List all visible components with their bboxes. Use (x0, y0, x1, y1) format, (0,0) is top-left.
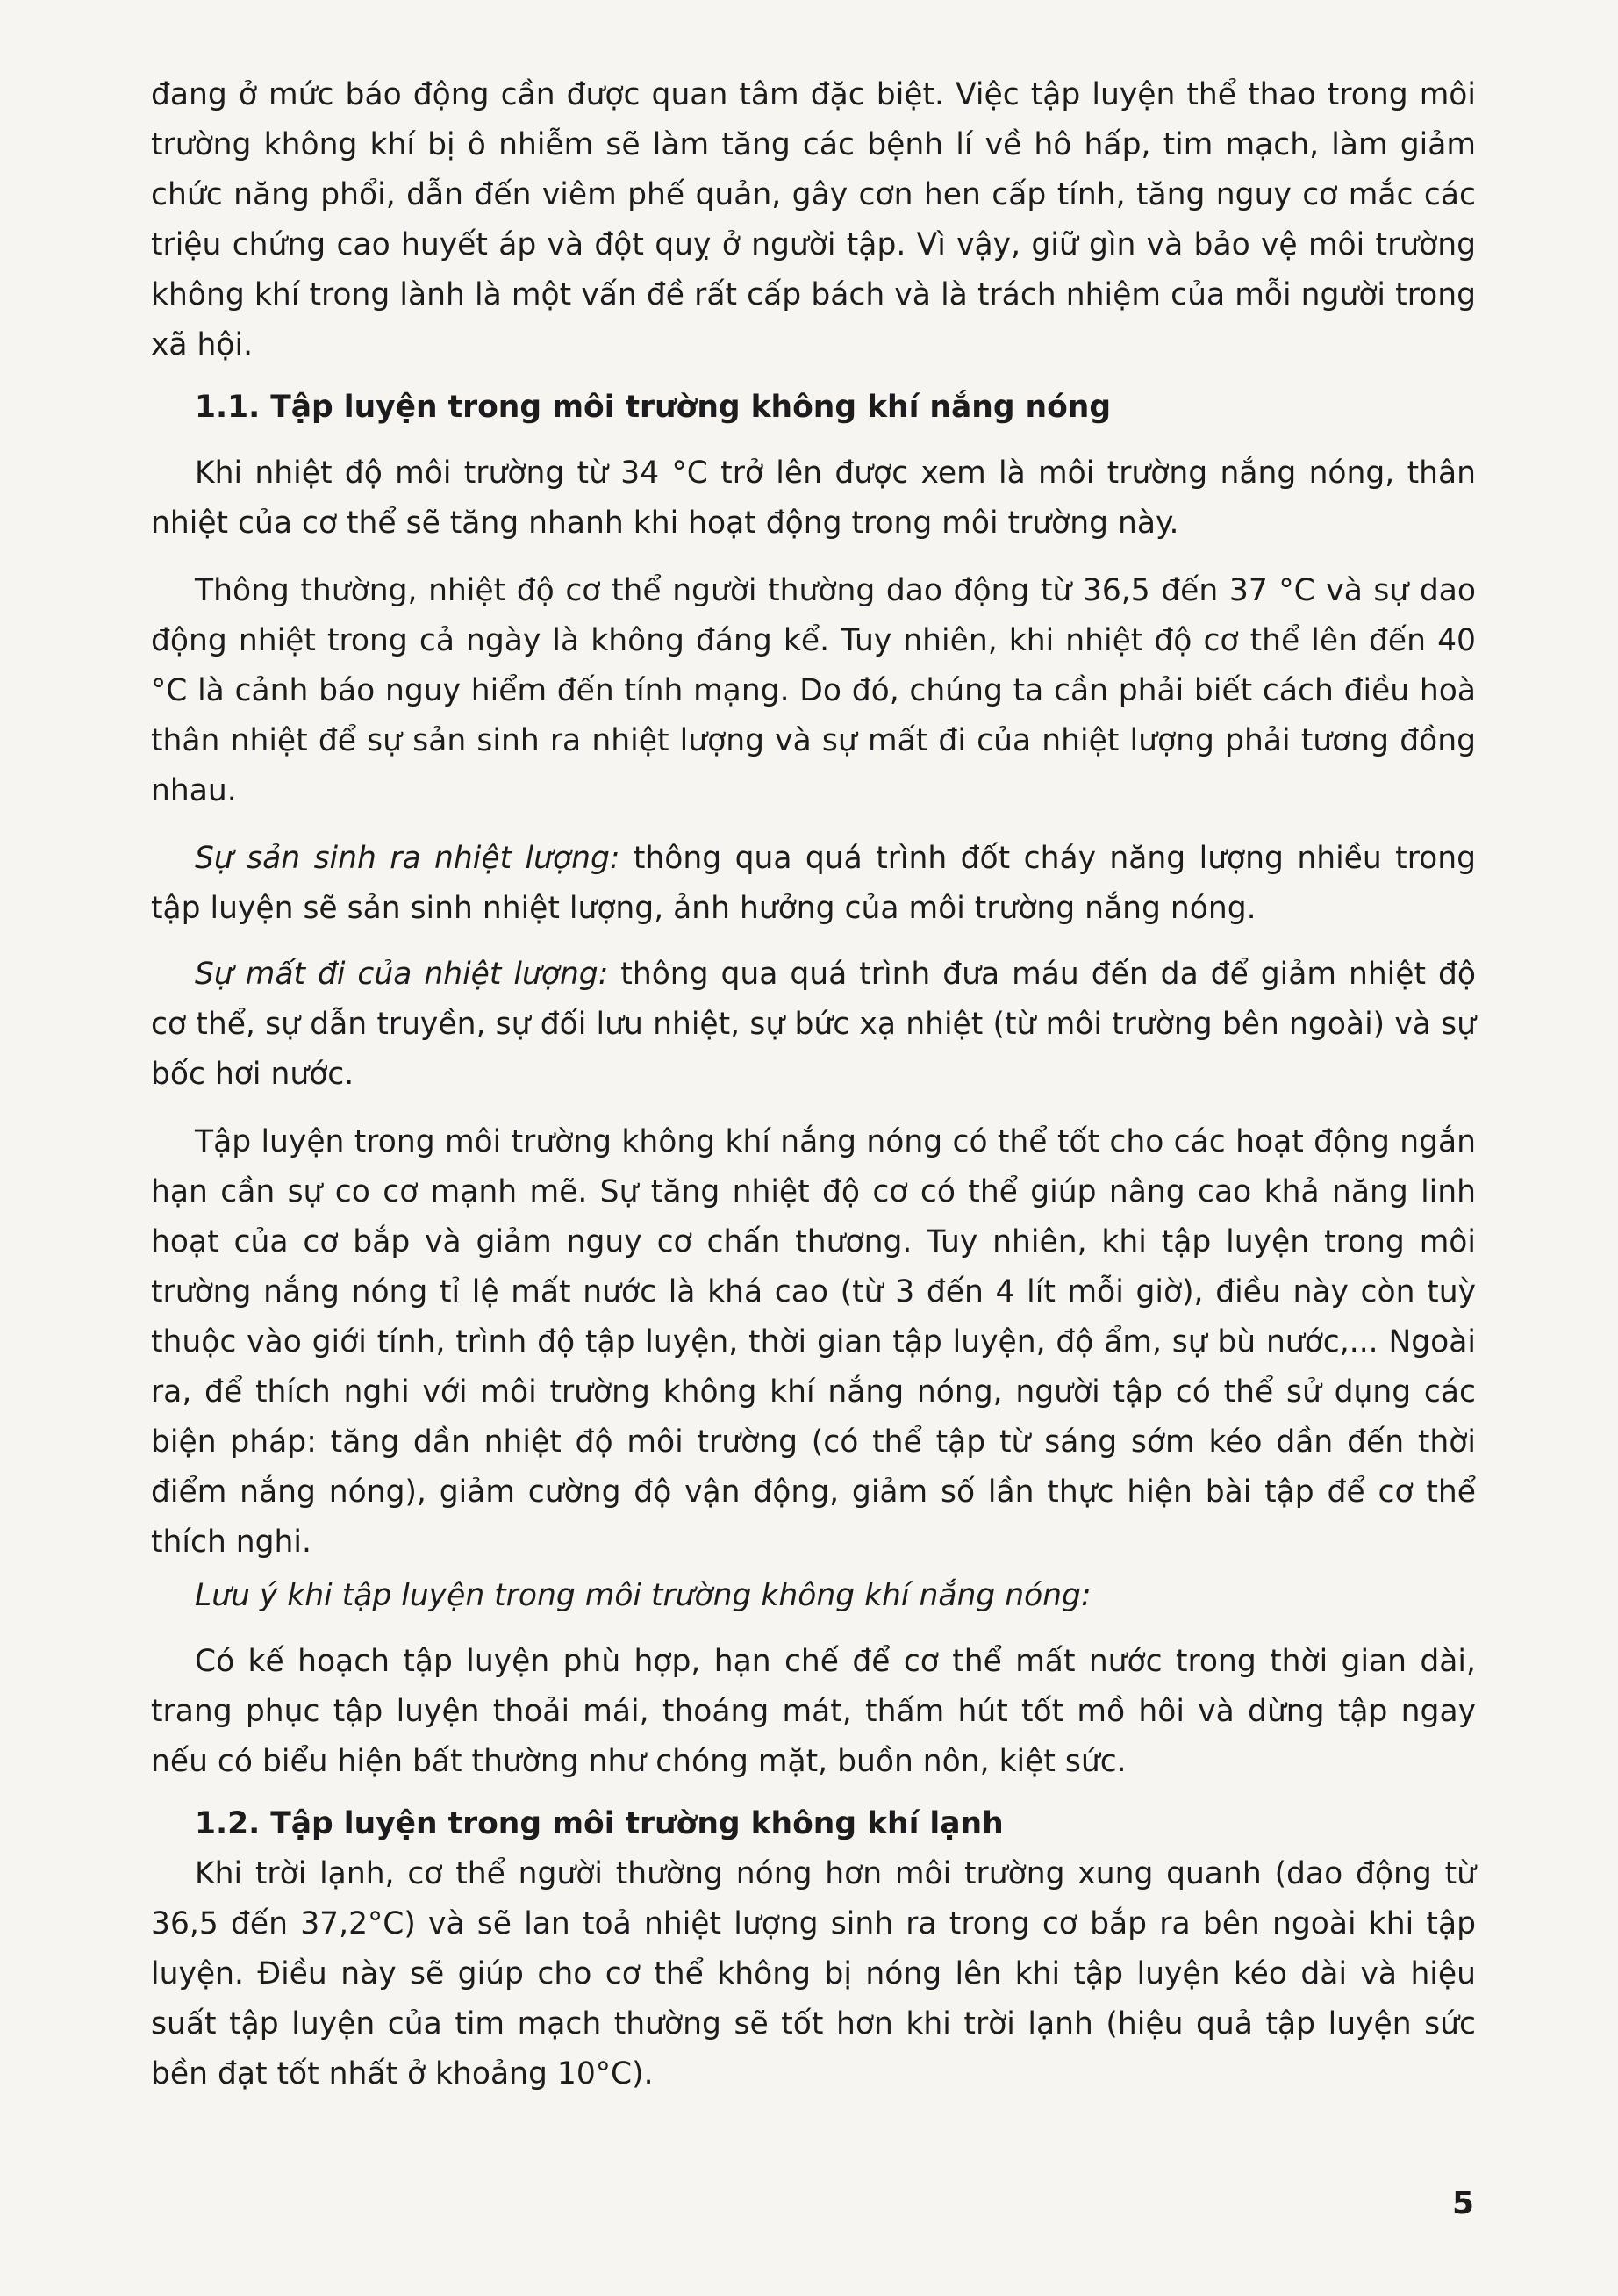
paragraph-cold-training: Khi trời lạnh, cơ thể người thường nóng hơn môi trường xung quanh (dao động từ 36,5 đến 37,2°C) và sẽ lan toả nhiệt lượng sinh ra trong cơ bắp ra bên ngoài khi tập luyện. Điều này sẽ giúp cho cơ thể không bị nóng lên khi tập luyện kéo dài và hiệu suất tập luyện của tim mạch thường sẽ tốt hơn khi trời lạnh (hiệu quả tập luyện sức bền đạt tốt nhất ở khoảng 10°C). (151, 1856, 1476, 2092)
paragraph-heat-loss (151, 950, 1476, 1100)
heat-production-lead: Sự sản sinh ra nhiệt lượng: (195, 841, 620, 876)
note-heading: Lưu ý khi tập luyện trong môi trường không khí nắng nóng: (195, 1578, 1092, 1613)
section-heading-1-1: 1.1. Tập luyện trong môi trường không khí nắng nóng (195, 390, 1112, 425)
paragraph-note: Có kế hoạch tập luyện phù hợp, hạn chế để cơ thể mất nước trong thời gian dài, trang phục tập luyện thoải mái, thoáng mát, thấm hút tốt mồ hôi và dừng tập ngay nếu có biểu hiện bất thường như chóng mặt, buồn nôn, kiệt sức. (151, 1644, 1476, 1779)
paragraph-heat-production (151, 834, 1476, 934)
heat-production-text: thông qua quá trình đốt cháy năng lượng nhiều trong tập luyện sẽ sản sinh nhiệt lượng, ảnh hưởng của môi trường nắng nóng. (151, 841, 1476, 926)
page-content (151, 70, 1476, 2099)
paragraph-hot-definition: Khi nhiệt độ môi trường từ 34 °C trở lên được xem là môi trường nắng nóng, thân nhiệt của cơ thể sẽ tăng nhanh khi hoạt động trong môi trường này. (151, 456, 1476, 541)
heat-loss-lead: Sự mất đi của nhiệt lượng: (195, 957, 609, 992)
page-number: 5 (1451, 2185, 1474, 2221)
heat-loss-text: thông qua quá trình đưa máu đến da để giảm nhiệt độ cơ thể, sự dẫn truyền, sự đối lưu nhiệt, sự bức xạ nhiệt (từ môi trường bên ngoài) và sự bốc hơi nước. (151, 957, 1476, 1092)
intro-paragraph: đang ở mức báo động cần được quan tâm đặc biệt. Việc tập luyện thể thao trong môi trường không khí bị ô nhiễm sẽ làm tăng các bệnh lí về hô hấp, tim mạch, làm giảm chức năng phổi, dẫn đến viêm phế quản, gây cơn hen cấp tính, tăng nguy cơ mắc các triệu chứng cao huyết áp và đột quỵ ở người tập. Vì vậy, giữ gìn và bảo vệ môi trường không khí trong lành là một vấn đề rất cấp bách và là trách nhiệm của mỗi người trong xã hội. (151, 77, 1476, 362)
paragraph-hot-training: Tập luyện trong môi trường không khí nắng nóng có thể tốt cho các hoạt động ngắn hạn cần sự co cơ mạnh mẽ. Sự tăng nhiệt độ cơ có thể giúp nâng cao khả năng linh hoạt của cơ bắp và giảm nguy cơ chấn thương. Tuy nhiên, khi tập luyện trong môi trường nắng nóng tỉ lệ mất nước là khá cao (từ 3 đến 4 lít mỗi giờ), điều này còn tuỳ thuộc vào giới tính, trình độ tập luyện, thời gian tập luyện, độ ẩm, sự bù nước,... Ngoài ra, để thích nghi với môi trường không khí nắng nóng, người tập có thể sử dụng các biện pháp: tăng dần nhiệt độ môi trường (có thể tập từ sáng sớm kéo dần đến thời điểm nắng nóng), giảm cường độ vận động, giảm số lần thực hiện bài tập để cơ thể thích nghi. (151, 1124, 1476, 1560)
section-heading-1-2: 1.2. Tập luyện trong môi trường không khí lạnh (195, 1806, 1004, 1841)
paragraph-body-temperature: Thông thường, nhiệt độ cơ thể người thường dao động từ 36,5 đến 37 °C và sự dao động nhiệt trong cả ngày là không đáng kể. Tuy nhiên, khi nhiệt độ cơ thể lên đến 40 °C là cảnh báo nguy hiểm đến tính mạng. Do đó, chúng ta cần phải biết cách điều hoà thân nhiệt để sự sản sinh ra nhiệt lượng và sự mất đi của nhiệt lượng phải tương đồng nhau. (151, 573, 1476, 808)
